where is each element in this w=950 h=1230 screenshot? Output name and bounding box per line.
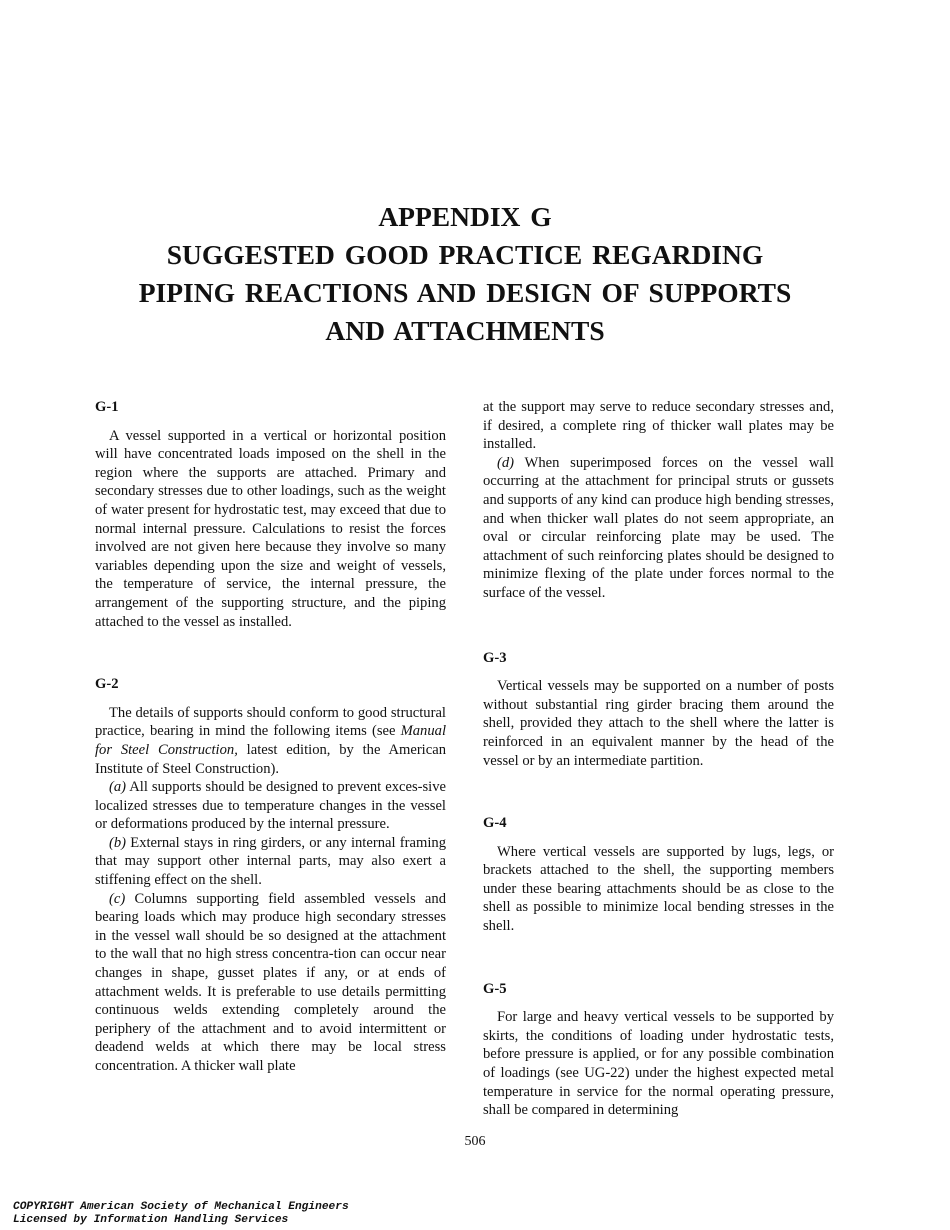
section-heading-g1: G-1 — [95, 399, 119, 415]
right-column — [483, 398, 834, 1120]
title-line-3: PIPING REACTIONS AND DESIGN OF SUPPORTS — [138, 277, 792, 308]
copyright-footer — [13, 1201, 349, 1226]
section-heading-g3: G-3 — [483, 649, 507, 666]
appendix-title — [95, 198, 835, 350]
g2-item-b: (b) External stays in ring girders, or any internal framing that may support other internal parts, may also exert a stiffening effect on the shell. — [95, 834, 446, 889]
section-heading-g5: G-5 — [483, 980, 507, 997]
reference-title: Manual for Steel Construction, — [95, 723, 446, 758]
g2-intro-paragraph: The details of supports should conform to good structural practice, bearing in mind the following items (see Manual for Steel Construction, latest edition, by the American Institute of Steel Construction). — [95, 704, 446, 777]
left-column — [95, 398, 446, 1076]
page-number: 506 — [464, 1134, 486, 1149]
g2-item-c: (c) Columns supporting field assembled vessels and bearing loads which may produce high secondary stresses in the vessel wall should be so designed at the attachment to the wall that no high stress concentra-tion can occur near changes in shape, gusset plates if any, or at ends of attachment welds. It is preferable to use details permitting continuous welds extending completely around the periphery of the attachment and to avoid intermittent or deadend welds at which there may be local stress concentration. A thicker wall plate — [95, 890, 446, 1074]
g1-paragraph: A vessel supported in a vertical or horizontal position will have concentrated loads imposed on the shell in the region where the supports are attached. Primary and secondary stresses due to other loadings, such as the weight of water present for hydrostatic test, may exceed that due to normal internal pressure. Calculations to resist the forces involved are not given here because they involve so many variables depending upon the size and weight of vessels, the temperature of service, the internal pressure, the arrangement of the supporting structure, and the piping attached to the vessel as installed. — [95, 427, 446, 630]
title-line-1: APPENDIX G — [378, 201, 552, 232]
g2-item-a: (a) All supports should be designed to prevent exces-sive localized stresses due to temperature changes in the vessel or deformations produced by the internal pressure. — [95, 779, 446, 833]
footer-line-1: COPYRIGHT American Society of Mechanical Engineers — [13, 1201, 349, 1213]
title-line-2: SUGGESTED GOOD PRACTICE REGARDING — [166, 239, 764, 270]
g4-paragraph: Where vertical vessels are supported by lugs, legs, or brackets attached to the shell, the supporting members under these bearing attachments should be as close to the shell as possible to minimize local bending stresses in the shell. — [483, 843, 834, 935]
g3-paragraph: Vertical vessels may be supported on a number of posts without substantial ring girder bracing them around the shell, provided they attach to the shell where the latter is reinforced in an equivalent manner by the head of the vessel or by an intermediate partition. — [483, 678, 834, 769]
section-heading-g2: G-2 — [95, 676, 119, 693]
footer-line-2: Licensed by Information Handling Services — [13, 1213, 289, 1226]
section-heading-g4: G-4 — [483, 815, 507, 832]
title-line-4: AND ATTACHMENTS — [325, 315, 605, 346]
g2-item-c-continued: at the support may serve to reduce secondary stresses and, if desired, a complete ring of thicker wall plates may be installed. — [483, 399, 834, 453]
g5-paragraph: For large and heavy vertical vessels to be supported by skirts, the conditions of loading under hydrostatic tests, before pressure is applied, or for any possible combination of loadings (see UG-22) under the highest expected metal temperature in service for the normal operating pressure, shall be compared in determining — [483, 1009, 834, 1119]
g2-item-d: (d) When superimposed forces on the vessel wall occurring at the attachment for principal struts or gussets and supports of any kind can produce high bending stresses, and when thicker wall plates do not seem appropriate, an oval or circular reinforcing plate may be used. The attachment of such reinforcing plates should be designed to minimize flexing of the plate under forces normal to the surface of the vessel. — [483, 454, 834, 601]
